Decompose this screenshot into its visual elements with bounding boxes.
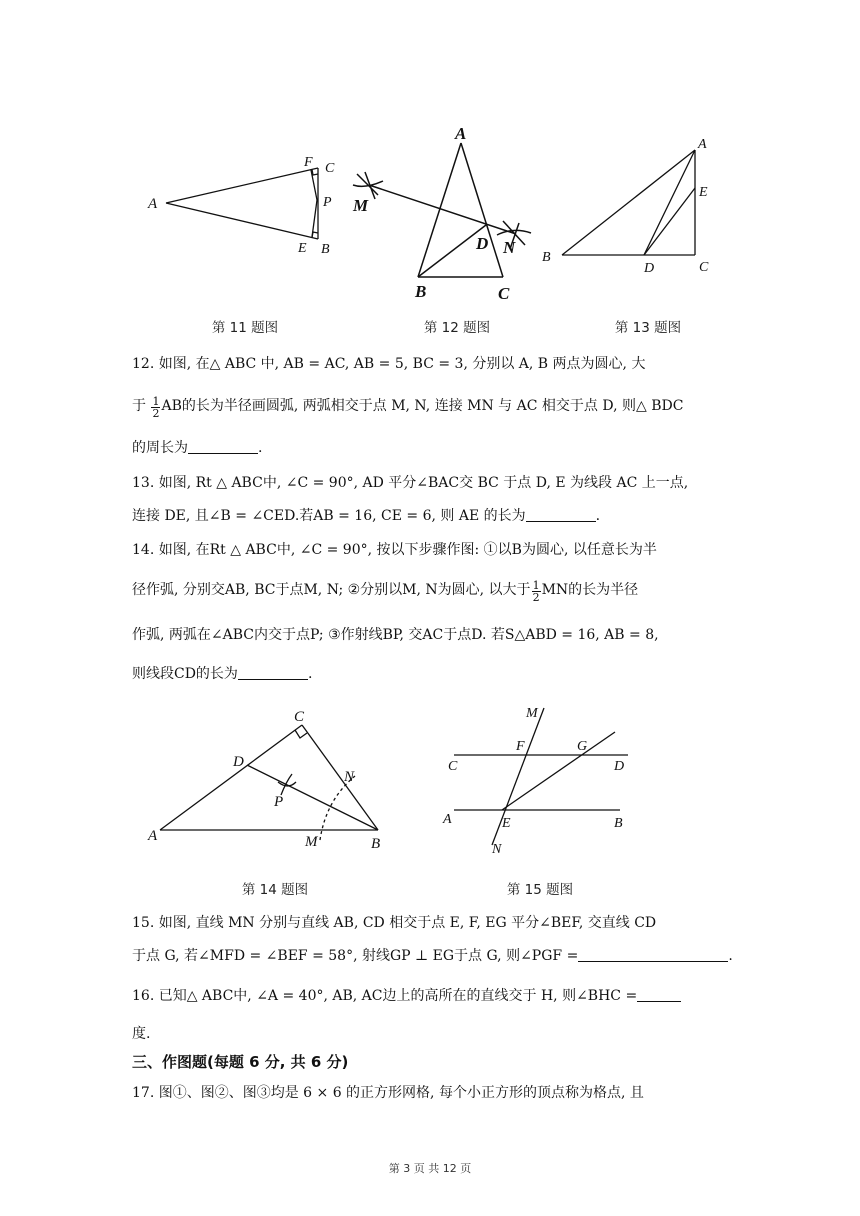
label-G: G [577, 739, 588, 754]
label-E: E [699, 185, 708, 200]
label-A: A [443, 812, 452, 827]
label-A: A [148, 828, 158, 844]
q14-answer-blank[interactable] [238, 665, 308, 680]
figure-13 [540, 130, 730, 276]
figure-12-caption: 第 12 题图 [423, 320, 491, 336]
q14-line-3: 作弧, 两弧在∠ABC内交于点P; ③作射线BP, 交AC于点D. 若S△ABD = 16, AB = 8, [132, 627, 659, 643]
label-D: D [614, 759, 625, 774]
label-E: E [502, 816, 511, 831]
q12-line-2-pre: 于 [132, 398, 146, 414]
label-M: M [526, 706, 538, 721]
label-N: N [344, 769, 355, 785]
label-C: C [699, 260, 709, 275]
q16-line-1: 16. 已知△ ABC中, ∠A = 40°, AB, AC边上的高所在的直线交于 H, 则∠BHC = [132, 986, 732, 1006]
q16-answer-blank[interactable] [637, 987, 681, 1002]
label-B: B [371, 836, 381, 852]
figure-14-caption: 第 14 题图 [241, 882, 309, 898]
label-D: D [476, 234, 489, 253]
figure-14 [140, 700, 400, 860]
q15-line-2: 于点 G, 若∠MFD = ∠BEF = 58°, 射线GP ⊥ EG于点 G, 则∠PGF = . [132, 948, 733, 964]
label-C: C [294, 709, 305, 725]
q14-line-4: 则线段CD的长为 . [132, 666, 313, 682]
figure-11 [140, 150, 340, 260]
label-D: D [233, 754, 244, 770]
q13-answer-blank[interactable] [526, 507, 596, 522]
label-B: B [415, 282, 427, 301]
q13-line-2: 连接 DE, 且∠B = ∠CED.若AB = 16, CE = 6, 则 AE 的长为 . [132, 508, 601, 524]
section-3-title: 三、作图题(每题 6 分, 共 6 分) [132, 1053, 349, 1071]
label-N: N [503, 238, 516, 257]
q12-answer-blank[interactable] [188, 439, 258, 454]
q15-line-1: 15. 如图, 直线 MN 分别与直线 AB, CD 相交于点 E, F, EG 平分∠BEF, 交直线 CD [132, 915, 657, 931]
q15-answer-blank[interactable] [578, 947, 728, 962]
q14-line-1: 14. 如图, 在Rt △ ABC中, ∠C = 90°, 按以下步骤作图: ①以B为圆心, 以任意长为半 [132, 542, 657, 558]
q12-line-1: 12. 如图, 在△ ABC 中, AB = AC, AB = 5, BC = 3, 分别以 A, B 两点为圆心, 大 [132, 356, 646, 372]
label-E: E [298, 241, 307, 256]
label-A: A [698, 137, 707, 152]
label-M: M [353, 196, 369, 215]
label-A: A [455, 124, 467, 143]
label-B: B [614, 816, 623, 831]
label-C: C [325, 161, 335, 176]
q16-line-2: 度. [132, 1026, 151, 1042]
page-footer: 第 3 页 共 12 页 [388, 1162, 472, 1175]
figure-11-caption: 第 11 题图 [211, 320, 279, 336]
q17-line-1: 17. 图①、图②、图③均是 6 × 6 的正方形网格, 每个小正方形的顶点称为格点, 且 [132, 1085, 644, 1101]
figure-12 [345, 125, 540, 305]
label-B: B [542, 250, 551, 265]
figure-15-caption: 第 15 题图 [506, 882, 574, 898]
q12-line-3: 的周长为 . [132, 440, 263, 456]
q12-fraction: $\frac{1}{2}$ [152, 395, 160, 420]
label-B: B [321, 242, 330, 257]
q13-line-1: 13. 如图, Rt △ ABC中, ∠C = 90°, AD 平分∠BAC交 BC 于点 D, E 为线段 AC 上一点, [132, 475, 689, 491]
label-M: M [305, 834, 318, 850]
q12-line-2-post: AB的长为半径画圆弧, 两弧相交于点 M, N, 连接 MN 与 AC 相交于点 D, 则△ BDC [161, 398, 684, 414]
label-C: C [448, 759, 458, 774]
label-F: F [304, 155, 313, 170]
label-P: P [323, 195, 332, 210]
label-P: P [274, 794, 284, 810]
label-C: C [498, 284, 510, 303]
label-D: D [644, 261, 655, 276]
figure-13-caption: 第 13 题图 [614, 320, 682, 336]
label-A: A [148, 196, 158, 212]
q14-fraction: $\frac{1}{2}$ [532, 579, 540, 604]
figure-15 [440, 700, 640, 860]
q12-line-2 [132, 396, 732, 419]
label-N: N [492, 842, 502, 857]
label-F: F [516, 739, 525, 754]
q14-line-2: 径作弧, 分别交AB, BC于点M, N; ②分别以M, N为圆心, 以大于 $\frac{1}{2}$ MN的长为半径 [132, 579, 639, 604]
